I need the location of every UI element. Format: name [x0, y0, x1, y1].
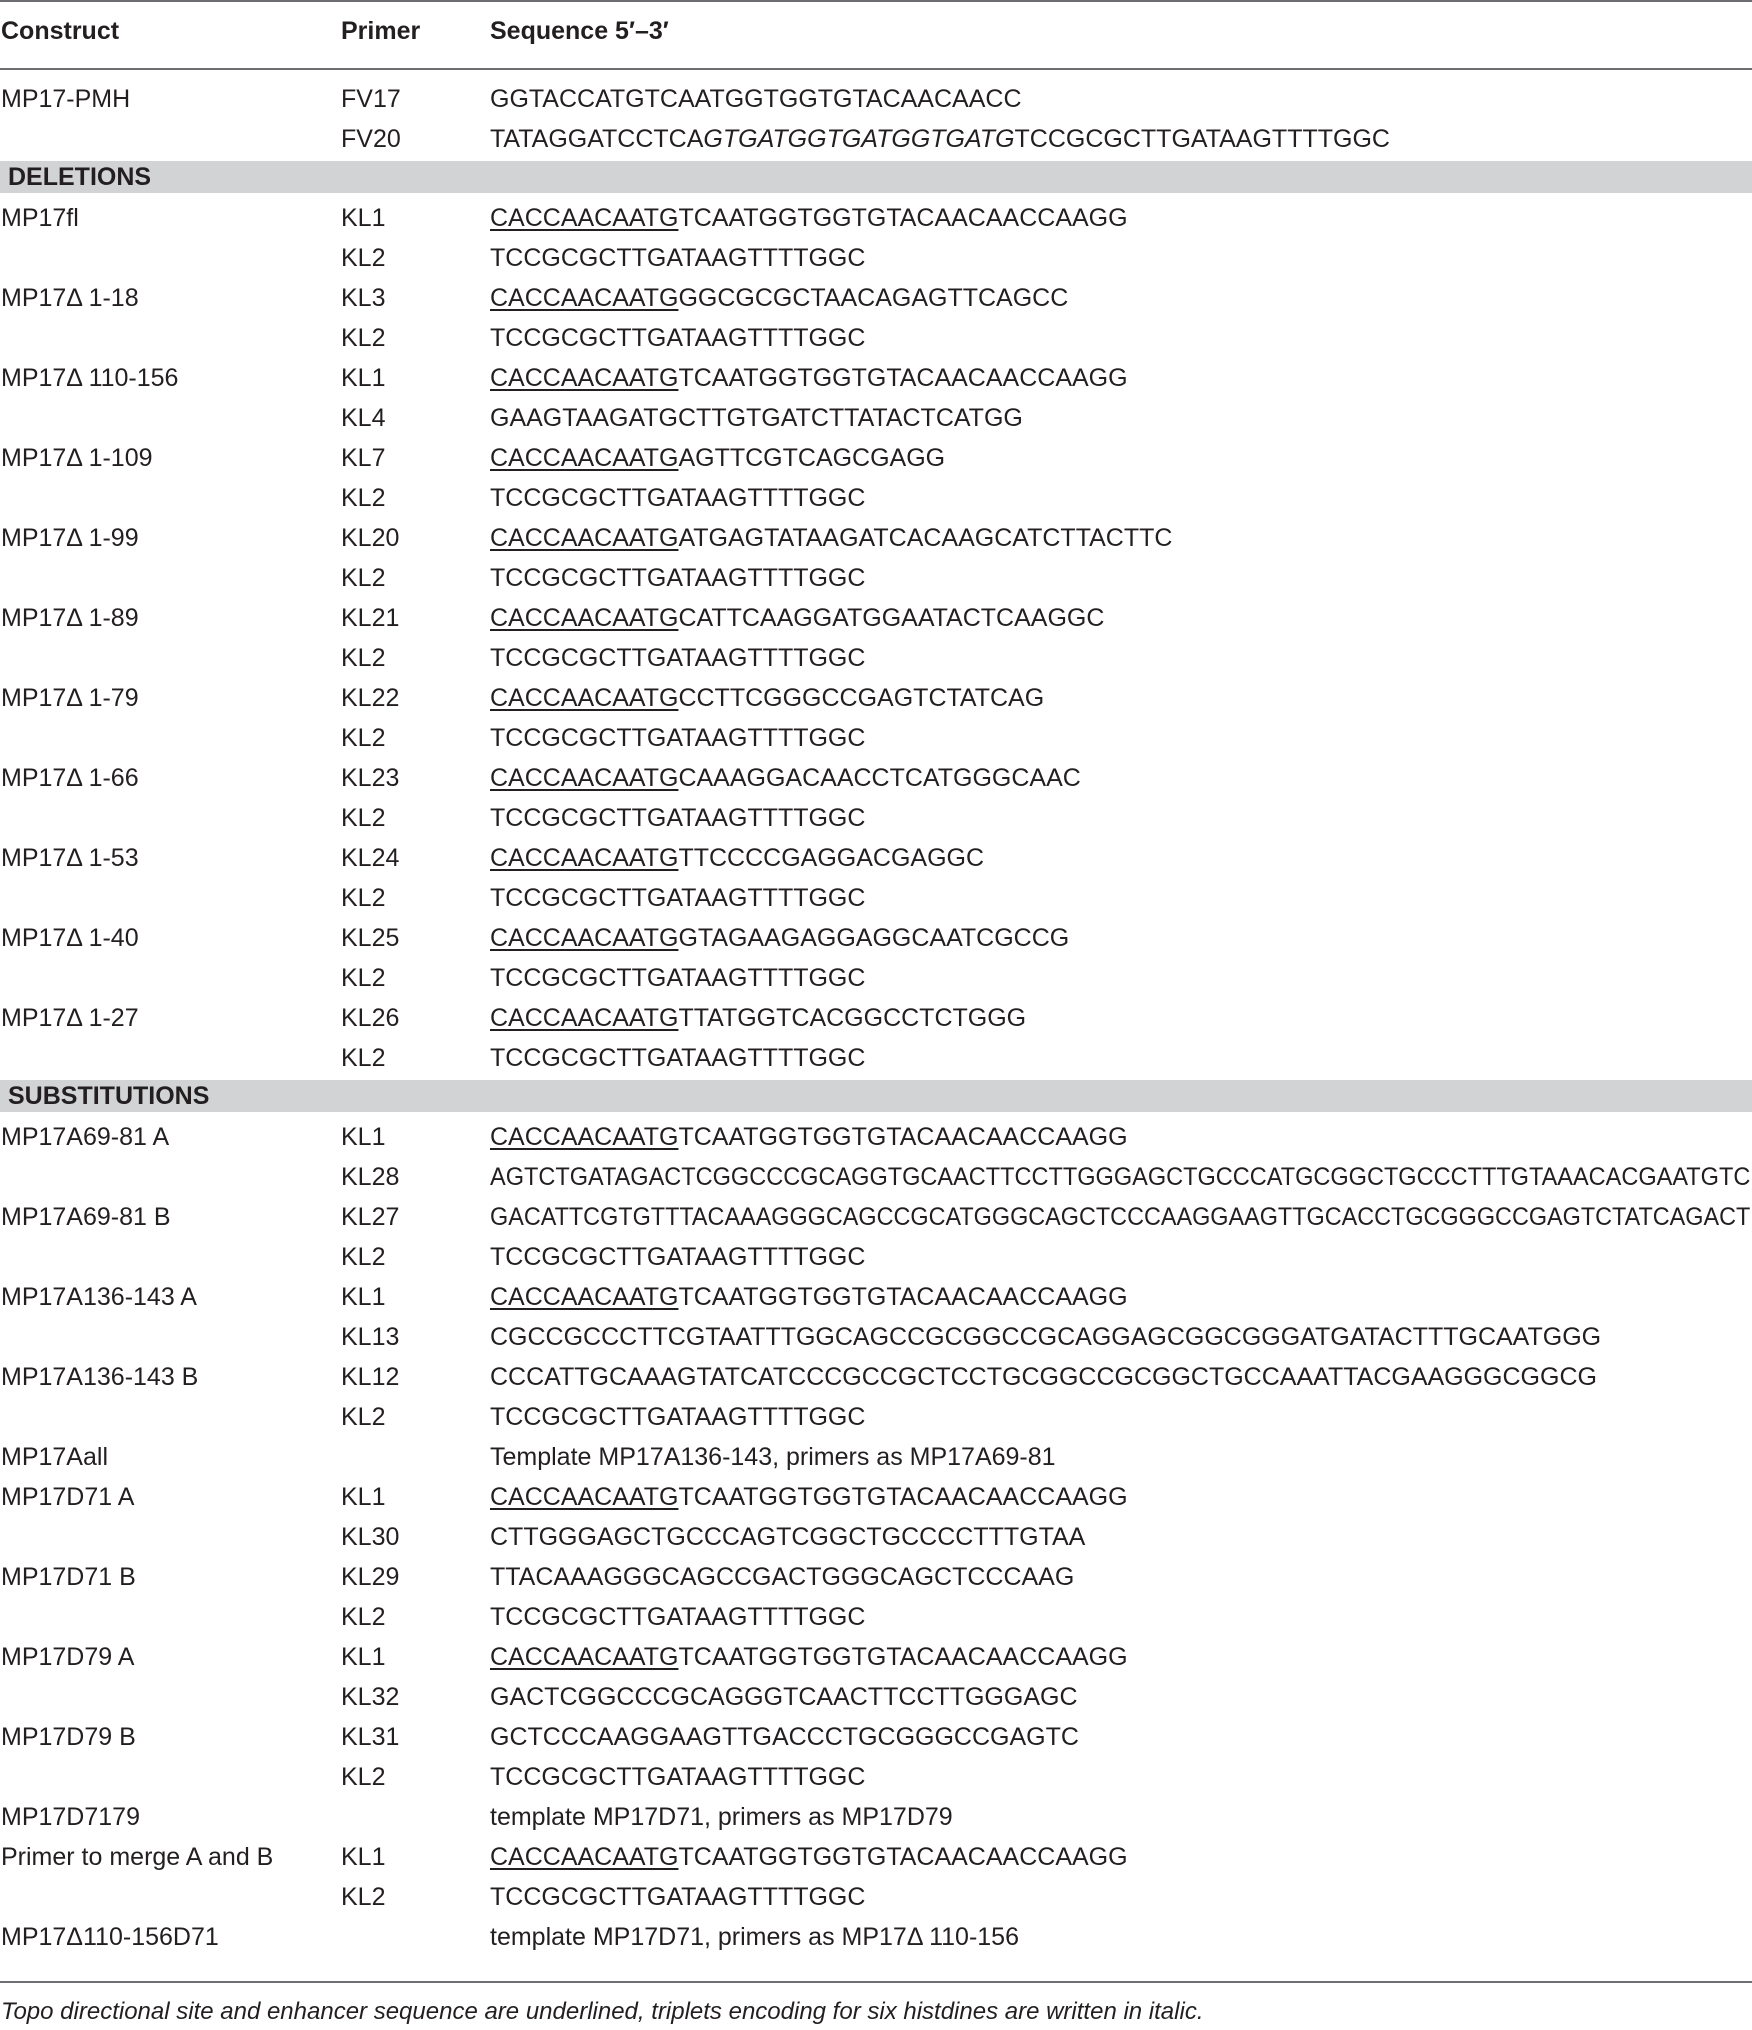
sequence-segment: Template MP17A136-143, primers as MP17A69-81 — [490, 1443, 1056, 1471]
primer-cell: KL2 — [341, 324, 386, 352]
primer-cell: KL1 — [341, 1123, 386, 1151]
sequence-cell — [490, 998, 1026, 1038]
sequence-cell — [490, 318, 865, 358]
sequence-segment: GGCGCGCTAACAGAGTTCAGCC — [678, 284, 1069, 312]
sequence-cell — [490, 838, 984, 878]
sequence-cell — [490, 398, 1023, 438]
primer-cell: FV17 — [341, 85, 401, 113]
sequence-cell — [490, 518, 1172, 558]
sequence-segment: TCAATGGTGGTGTACAACAACCAAGG — [678, 1283, 1128, 1311]
primer-cell: KL12 — [341, 1363, 400, 1391]
table-row — [0, 1677, 1752, 1717]
table-row — [0, 678, 1752, 718]
primer-cell: KL1 — [341, 1843, 386, 1871]
primer-cell: KL1 — [341, 1643, 386, 1671]
sequence-cell — [490, 119, 1390, 159]
primer-cell: KL2 — [341, 1243, 386, 1271]
table-row — [0, 1277, 1752, 1317]
sequence-cell — [490, 1717, 1079, 1757]
construct-cell: MP17Δ 1-53 — [1, 844, 139, 872]
construct-cell: MP17A136-143 A — [1, 1283, 197, 1311]
table-row — [0, 438, 1752, 478]
sequence-cell — [490, 1477, 1128, 1517]
header-construct: Construct — [1, 17, 120, 45]
construct-cell: MP17D79 A — [1, 1643, 135, 1671]
sequence-cell — [490, 1437, 1056, 1477]
table-row — [0, 1357, 1752, 1397]
sequence-cell — [490, 1877, 865, 1917]
sequence-segment: GGTACCATGTCAATGGTGGTGTACAACAACC — [490, 85, 1022, 113]
topo-site-segment: CACCAACAATG — [490, 364, 679, 392]
sequence-segment: template MP17D71, primers as MP17Δ 110-156 — [490, 1923, 1019, 1951]
sequence-segment: TCCGCGCTTGATAAGTTTTGGC — [490, 324, 866, 352]
table-row — [0, 1237, 1752, 1277]
topo-site-segment: CACCAACAATG — [490, 204, 679, 232]
construct-cell: MP17Δ 1-99 — [1, 524, 139, 552]
sequence-segment: CATTCAAGGATGGAATACTCAAGGC — [678, 604, 1105, 632]
table-row — [0, 1517, 1752, 1557]
primer-cell: KL22 — [341, 684, 400, 712]
topo-site-segment: CACCAACAATG — [490, 924, 679, 952]
sequence-cell — [490, 1157, 1750, 1197]
sequence-segment: TCCGCGCTTGATAAGTTTTGGC — [490, 1044, 866, 1072]
sequence-cell — [490, 678, 1044, 718]
primer-cell: KL2 — [341, 884, 386, 912]
primer-cell: KL13 — [341, 1323, 400, 1351]
construct-cell: MP17Δ 1-66 — [1, 764, 139, 792]
table-row — [0, 998, 1752, 1038]
sequence-segment: TCCGCGCTTGATAAGTTTTGGC — [490, 244, 866, 272]
bottom-rule — [0, 1981, 1752, 1983]
primer-cell: KL4 — [341, 404, 386, 432]
primer-cell: KL2 — [341, 484, 386, 512]
primer-cell: KL1 — [341, 1483, 386, 1511]
table-row — [0, 1437, 1752, 1477]
table-row — [0, 1917, 1752, 1957]
primer-cell: KL24 — [341, 844, 400, 872]
sequence-cell — [490, 1797, 953, 1837]
sequence-segment: TCCGCGCTTGATAAGTTTTGGC — [490, 1243, 866, 1271]
primer-cell: KL28 — [341, 1163, 400, 1191]
topo-site-segment: CACCAACAATG — [490, 1123, 679, 1151]
primer-cell: KL31 — [341, 1723, 400, 1751]
sequence-segment: TCCGCGCTTGATAAGTTTTGGC — [490, 804, 866, 832]
sequence-cell — [490, 1557, 1074, 1597]
table-row — [0, 238, 1752, 278]
construct-cell: Primer to merge A and B — [1, 1843, 274, 1871]
table-row — [0, 798, 1752, 838]
topo-site-segment: CACCAACAATG — [490, 1004, 679, 1032]
table-row — [0, 598, 1752, 638]
table-row — [0, 1157, 1752, 1197]
topo-site-segment: CACCAACAATG — [490, 524, 679, 552]
primer-cell: KL2 — [341, 1883, 386, 1911]
sequence-cell — [490, 1357, 1597, 1397]
primer-cell: KL2 — [341, 1403, 386, 1431]
sequence-segment: TTATGGTCACGGCCTCTGGG — [678, 1004, 1027, 1032]
table-row — [0, 1797, 1752, 1837]
section-header — [0, 161, 1752, 193]
sequence-cell — [490, 1837, 1128, 1877]
sequence-segment: GAAGTAAGATGCTTGTGATCTTATACTCATGG — [490, 404, 1023, 432]
table-row — [0, 1837, 1752, 1877]
sequence-segment: TCAATGGTGGTGTACAACAACCAAGG — [678, 1483, 1128, 1511]
section-header — [0, 1080, 1752, 1112]
sequence-cell — [490, 358, 1128, 398]
sequence-segment: TCAATGGTGGTGTACAACAACCAAGG — [678, 1643, 1128, 1671]
primer-cell: KL21 — [341, 604, 400, 632]
table-row — [0, 198, 1752, 238]
sequence-segment: TCAATGGTGGTGTACAACAACCAAGG — [678, 1843, 1128, 1871]
topo-site-segment: CACCAACAATG — [490, 1283, 679, 1311]
sequence-segment: GCTCCCAAGGAAGTTGACCCTGCGGGCCGAGTC — [490, 1723, 1079, 1751]
sequence-cell — [490, 238, 865, 278]
sequence-cell — [490, 1038, 865, 1078]
table-row — [0, 1717, 1752, 1757]
construct-cell: MP17Aall — [1, 1443, 108, 1471]
construct-cell: MP17D71 B — [1, 1563, 136, 1591]
table-row — [0, 918, 1752, 958]
sequence-cell — [490, 958, 865, 998]
table-row — [0, 1757, 1752, 1797]
table-row — [0, 878, 1752, 918]
primer-cell: KL2 — [341, 1044, 386, 1072]
table-footnote: Topo directional site and enhancer sequence are underlined, triplets encoding for six histdines are written in italic. — [1, 1998, 1204, 2025]
primer-cell: KL2 — [341, 964, 386, 992]
primer-cell: KL29 — [341, 1563, 400, 1591]
construct-cell: MP17A69-81 A — [1, 1123, 170, 1151]
sequence-segment: template MP17D71, primers as MP17D79 — [490, 1803, 953, 1831]
header-rule — [0, 68, 1752, 70]
primer-cell: KL30 — [341, 1523, 400, 1551]
sequence-cell — [490, 758, 1081, 798]
table-row — [0, 1038, 1752, 1078]
section-label: DELETIONS — [8, 163, 152, 191]
sequence-cell — [490, 198, 1128, 238]
sequence-cell — [490, 558, 865, 598]
table-row — [0, 1477, 1752, 1517]
sequence-cell — [490, 1597, 865, 1637]
construct-cell: MP17Δ 1-27 — [1, 1004, 139, 1032]
table-row — [0, 758, 1752, 798]
sequence-cell — [490, 1677, 1078, 1717]
table-row — [0, 318, 1752, 358]
table-row — [0, 478, 1752, 518]
primer-cell: KL2 — [341, 1603, 386, 1631]
construct-cell: MP17A69-81 B — [1, 1203, 171, 1231]
sequence-cell — [490, 1277, 1128, 1317]
primer-cell: KL3 — [341, 284, 386, 312]
sequence-segment: GTAGAAGAGGAGGCAATCGCCG — [678, 924, 1070, 952]
sequence-segment: CCCATTGCAAAGTATCATCCCGCCGCTCCTGCGGCCGCGGCTGCCAAATTACGAAGGGCGGCG — [490, 1363, 1597, 1391]
sequence-segment: TATAGGATCCTCA — [490, 125, 704, 153]
top-rule — [0, 0, 1752, 2]
topo-site-segment: CACCAACAATG — [490, 764, 679, 792]
table-row — [0, 1637, 1752, 1677]
construct-cell: MP17Δ110-156D71 — [1, 1923, 219, 1951]
sequence-segment: TCAATGGTGGTGTACAACAACCAAGG — [678, 204, 1128, 232]
construct-cell: MP17A136-143 B — [1, 1363, 199, 1391]
sequence-cell — [490, 878, 865, 918]
table-row — [0, 1197, 1752, 1237]
topo-site-segment: CACCAACAATG — [490, 444, 679, 472]
sequence-segment: TCCGCGCTTGATAAGTTTTGGC — [490, 1763, 866, 1791]
sequence-cell — [490, 438, 945, 478]
sequence-segment: CTTGGGAGCTGCCCAGTCGGCTGCCCCTTTGTAA — [490, 1523, 1086, 1551]
primer-cell: KL26 — [341, 1004, 400, 1032]
sequence-cell — [490, 1117, 1128, 1157]
sequence-segment: TCCGCGCTTGATAAGTTTTGGC — [490, 1883, 866, 1911]
primer-cell: KL32 — [341, 1683, 400, 1711]
sequence-segment: CAAAGGACAACCTCATGGGCAAC — [678, 764, 1081, 792]
sequence-segment: TCCGCGCTTGATAAGTTTTGGC — [490, 564, 866, 592]
sequence-segment: TTACAAAGGGCAGCCGACTGGGCAGCTCCCAAG — [490, 1563, 1075, 1591]
sequence-segment: TCCGCGCTTGATAAGTTTTGGC — [490, 1603, 866, 1631]
table-row — [0, 79, 1752, 119]
sequence-cell — [490, 798, 865, 838]
table-row — [0, 1397, 1752, 1437]
construct-cell: MP17Δ 1-40 — [1, 924, 139, 952]
sequence-cell — [490, 278, 1068, 318]
sequence-segment: TCCGCGCTTGATAAGTTTTGGC — [490, 1403, 866, 1431]
table-row — [0, 558, 1752, 598]
topo-site-segment: CACCAACAATG — [490, 604, 679, 632]
primer-cell: KL2 — [341, 244, 386, 272]
sequence-segment: AGTCTGATAGACTCGGCCCGCAGGTGCAACTTCCTTGGGAGCTGCCCATGCGGCTGCCCTTTGTAAACACGAATGTC — [490, 1163, 1751, 1191]
primer-cell: KL2 — [341, 804, 386, 832]
construct-cell: MP17Δ 1-89 — [1, 604, 139, 632]
sequence-cell — [490, 1237, 865, 1277]
sequence-segment: TCCGCGCTTGATAAGTTTTGGC — [490, 884, 866, 912]
sequence-cell — [490, 1197, 1750, 1237]
sequence-segment: CCTTCGGGCCGAGTCTATCAG — [678, 684, 1045, 712]
histidine-tag-segment: GTGATGGTGATGGTGATG — [703, 125, 1015, 153]
construct-cell: MP17-PMH — [1, 85, 131, 113]
header-primer: Primer — [341, 17, 421, 45]
construct-cell: MP17Δ 110-156 — [1, 364, 179, 392]
sequence-cell — [490, 478, 865, 518]
construct-cell: MP17D79 B — [1, 1723, 136, 1751]
primer-cell: KL27 — [341, 1203, 400, 1231]
table-row — [0, 1877, 1752, 1917]
primer-cell: KL2 — [341, 644, 386, 672]
sequence-segment: TCAATGGTGGTGTACAACAACCAAGG — [678, 364, 1128, 392]
primer-cell: KL1 — [341, 204, 386, 232]
table-row — [0, 518, 1752, 558]
table-row — [0, 718, 1752, 758]
primer-cell: KL1 — [341, 1283, 386, 1311]
table-row — [0, 119, 1752, 159]
table-row — [0, 1597, 1752, 1637]
sequence-segment: GACTCGGCCCGCAGGGTCAACTTCCTTGGGAGC — [490, 1683, 1078, 1711]
section-label: SUBSTITUTIONS — [8, 1082, 210, 1110]
sequence-segment: ATGAGTATAAGATCACAAGCATCTTACTTC — [678, 524, 1173, 552]
construct-cell: MP17Δ 1-109 — [1, 444, 153, 472]
construct-cell: MP17fl — [1, 204, 79, 232]
construct-cell: MP17D7179 — [1, 1803, 140, 1831]
table-row — [0, 1117, 1752, 1157]
construct-cell: MP17D71 A — [1, 1483, 135, 1511]
primer-cell: KL7 — [341, 444, 386, 472]
sequence-cell — [490, 1917, 1019, 1957]
primer-cell: KL2 — [341, 1763, 386, 1791]
sequence-segment: CGCCGCCCTTCGTAATTTGGCAGCCGCGGCCGCAGGAGCGGCGGGATGATACTTTGCAATGGG — [490, 1323, 1602, 1351]
sequence-segment: TCCGCGCTTGATAAGTTTTGGC — [490, 484, 866, 512]
sequence-segment: TCCGCGCTTGATAAGTTTTGGC — [490, 964, 866, 992]
table-row — [0, 358, 1752, 398]
table-row — [0, 638, 1752, 678]
construct-cell: MP17Δ 1-79 — [1, 684, 139, 712]
sequence-segment: TCAATGGTGGTGTACAACAACCAAGG — [678, 1123, 1128, 1151]
primer-cell: KL2 — [341, 564, 386, 592]
topo-site-segment: CACCAACAATG — [490, 284, 679, 312]
topo-site-segment: CACCAACAATG — [490, 1843, 679, 1871]
primer-cell: KL2 — [341, 724, 386, 752]
sequence-segment: GACATTCGTGTTTACAAAGGGCAGCCGCATGGGCAGCTCCCAAGGAAGTTGCACCTGCGGGCCGAGTCTATCAGACT — [490, 1203, 1751, 1231]
table-row — [0, 958, 1752, 998]
sequence-cell — [490, 1317, 1601, 1357]
header-sequence: Sequence 5′–3′ — [490, 17, 669, 45]
sequence-cell — [490, 598, 1104, 638]
sequence-cell — [490, 1637, 1128, 1677]
topo-site-segment: CACCAACAATG — [490, 1483, 679, 1511]
sequence-cell — [490, 79, 1022, 119]
sequence-segment: TTCCCCGAGGACGAGGC — [678, 844, 985, 872]
primer-cell: KL1 — [341, 364, 386, 392]
table-row — [0, 838, 1752, 878]
sequence-cell — [490, 1757, 865, 1797]
sequence-cell — [490, 1517, 1085, 1557]
construct-cell: MP17Δ 1-18 — [1, 284, 139, 312]
table-row — [0, 1557, 1752, 1597]
topo-site-segment: CACCAACAATG — [490, 844, 679, 872]
sequence-cell — [490, 918, 1069, 958]
table-row — [0, 1317, 1752, 1357]
primer-cell: KL23 — [341, 764, 400, 792]
table-row — [0, 398, 1752, 438]
sequence-cell — [490, 1397, 865, 1437]
primer-cell: FV20 — [341, 125, 401, 153]
primer-cell: KL25 — [341, 924, 400, 952]
sequence-segment: TCCGCGCTTGATAAGTTTTGGC — [490, 644, 866, 672]
topo-site-segment: CACCAACAATG — [490, 684, 679, 712]
sequence-segment: TCCGCGCTTGATAAGTTTTGGC — [490, 724, 866, 752]
sequence-cell — [490, 718, 865, 758]
sequence-cell — [490, 638, 865, 678]
table-row — [0, 278, 1752, 318]
sequence-segment: AGTTCGTCAGCGAGG — [678, 444, 946, 472]
topo-site-segment: CACCAACAATG — [490, 1643, 679, 1671]
primer-cell: KL20 — [341, 524, 400, 552]
sequence-segment: TCCGCGCTTGATAAGTTTTGGC — [1014, 125, 1390, 153]
